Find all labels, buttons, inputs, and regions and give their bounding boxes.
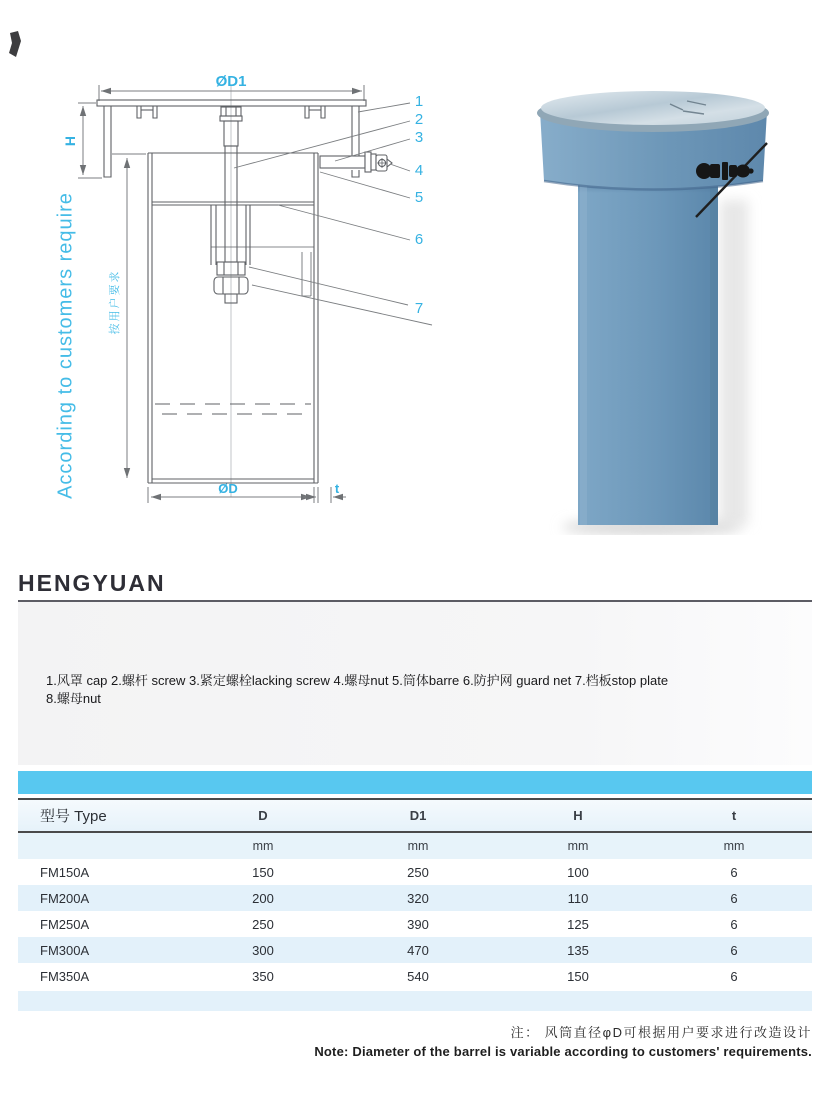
row-type: FM150A [40, 864, 90, 880]
row-h: 135 [567, 942, 589, 958]
unit-t: mm [723, 839, 745, 853]
callout-4: 4 [414, 162, 424, 179]
table-row [18, 937, 812, 963]
product-photo-canvas [470, 35, 830, 535]
row-d: 350 [252, 968, 274, 984]
note-cn: 注： 风筒直径φD可根据用户要求进行改造设计 [510, 1025, 812, 1040]
row-h: 150 [567, 968, 589, 984]
note-en: Note: Diameter of the barrel is variable according to customers' requirements. [314, 1044, 812, 1059]
callout-2: 2 [414, 111, 424, 128]
barrel-structure [148, 153, 318, 483]
table-unit-row [18, 833, 812, 859]
photo-side-shadow [720, 200, 748, 525]
barrel-left-highlight [580, 175, 587, 525]
row-t: 6 [730, 890, 738, 906]
row-d: 200 [252, 890, 274, 906]
row-t: 6 [730, 968, 738, 984]
table-footer-band [18, 991, 812, 1011]
parts-list-line-1: 1.风罩 cap 2.螺杆 screw 3.紧定螺栓lacking screw 4.螺母nut 5.筒体barre 6.防护网 guard net 7.档板stop plate [46, 673, 669, 688]
row-d: 250 [252, 916, 274, 932]
table-row [18, 885, 812, 911]
unit-h: mm [567, 839, 589, 853]
break-lines [155, 404, 311, 414]
brand-title: HENGYUAN [18, 570, 166, 596]
callout-3: 3 [414, 129, 424, 146]
row-d: 300 [252, 942, 274, 958]
parts-list [46, 672, 766, 707]
callout-5: 5 [414, 189, 424, 206]
row-type: FM250A [40, 916, 90, 932]
callout-numbers [415, 93, 423, 317]
row-d1: 250 [407, 864, 429, 880]
header-d1: D1 [409, 808, 427, 823]
spec-table [18, 771, 812, 1011]
row-h: 100 [567, 864, 589, 880]
callout-6: 6 [414, 231, 424, 248]
row-type: FM300A [40, 942, 90, 958]
technical-drawing [0, 0, 460, 545]
header-h: H [573, 808, 583, 823]
dim-t-label: t [334, 481, 340, 496]
row-type: FM200A [40, 890, 90, 906]
vertical-note-en: According to customers require [54, 192, 77, 499]
row-d1: 470 [407, 942, 429, 958]
header-d: D [258, 808, 268, 823]
barrel-body [578, 175, 718, 525]
table-row [18, 859, 812, 885]
table-row [18, 963, 812, 989]
row-d1: 390 [407, 916, 429, 932]
row-h: 125 [567, 916, 589, 932]
unit-d1: mm [407, 839, 429, 853]
row-h: 110 [567, 890, 589, 906]
vertical-note-cn: 按用户要求 [109, 269, 121, 335]
parts-panel [18, 602, 812, 765]
row-d: 150 [252, 864, 274, 880]
dim-h-label: H [62, 135, 78, 147]
row-t: 6 [730, 916, 738, 932]
header-t: t [731, 808, 737, 823]
row-t: 6 [730, 942, 738, 958]
row-d1: 320 [407, 890, 429, 906]
dim-d1-label: ØD1 [215, 73, 247, 90]
table-accent-band [18, 771, 812, 794]
header-type: 型号 Type [40, 808, 107, 825]
parts-list-line-2: 8.螺母nut [46, 690, 101, 706]
table-header-row [18, 800, 812, 831]
row-type: FM350A [40, 968, 90, 984]
barrel-right-edge [710, 175, 718, 525]
dim-d-label: ØD [218, 481, 238, 496]
footnotes [314, 1022, 812, 1059]
callout-7: 7 [414, 300, 424, 317]
product-photo [470, 35, 830, 535]
leader-lines [234, 103, 432, 325]
row-t: 6 [730, 864, 738, 880]
callout-1: 1 [414, 93, 424, 110]
table-row [18, 911, 812, 937]
row-d1: 540 [407, 968, 429, 984]
cap-top-disk [541, 91, 765, 125]
unit-d: mm [252, 839, 274, 853]
